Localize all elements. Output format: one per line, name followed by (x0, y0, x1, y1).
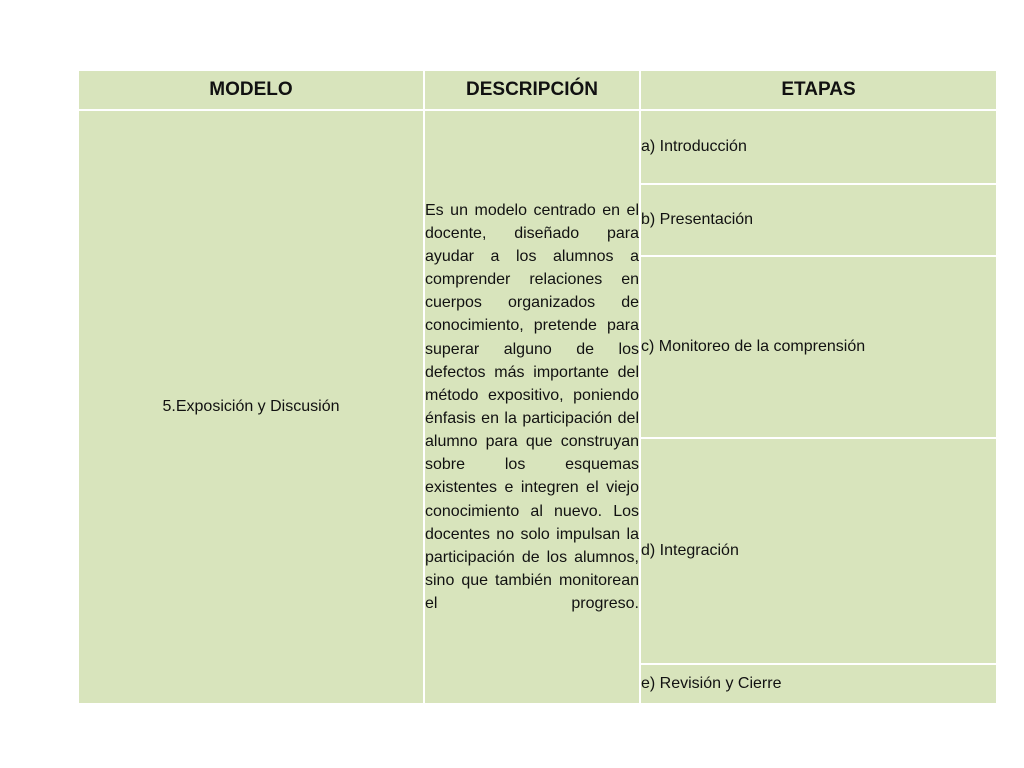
header-row (78, 70, 997, 110)
etapa-integracion: d) Integración (640, 438, 997, 664)
header-modelo: MODELO (78, 70, 424, 110)
header-descripcion: DESCRIPCIÓN (424, 70, 640, 110)
header-etapas: ETAPAS (640, 70, 997, 110)
table-row (78, 110, 997, 184)
model-table (77, 69, 998, 705)
etapa-introduccion: a) Introducción (640, 110, 997, 184)
descripcion-text: Es un modelo centrado en el docente, diseñado para ayudar a los alumnos a comprender relaciones en cuerpos organizados de conocimiento, pretende para superar alguno de los defectos más importante del método expositivo, poniendo énfasis en la participación del alumno para que construyan sobre los esquemas existentes e integren el viejo conocimiento al nuevo. Los docentes no solo impulsan la participación de los alumnos, sino que también monitorean el progreso. (425, 201, 639, 613)
descripcion-cell (424, 110, 640, 704)
etapa-revision-cierre: e) Revisión y Cierre (640, 664, 997, 704)
etapa-presentacion: b) Presentación (640, 184, 997, 256)
etapa-monitoreo: c) Monitoreo de la comprensión (640, 256, 997, 438)
modelo-cell: 5.Exposición y Discusión (78, 110, 424, 704)
